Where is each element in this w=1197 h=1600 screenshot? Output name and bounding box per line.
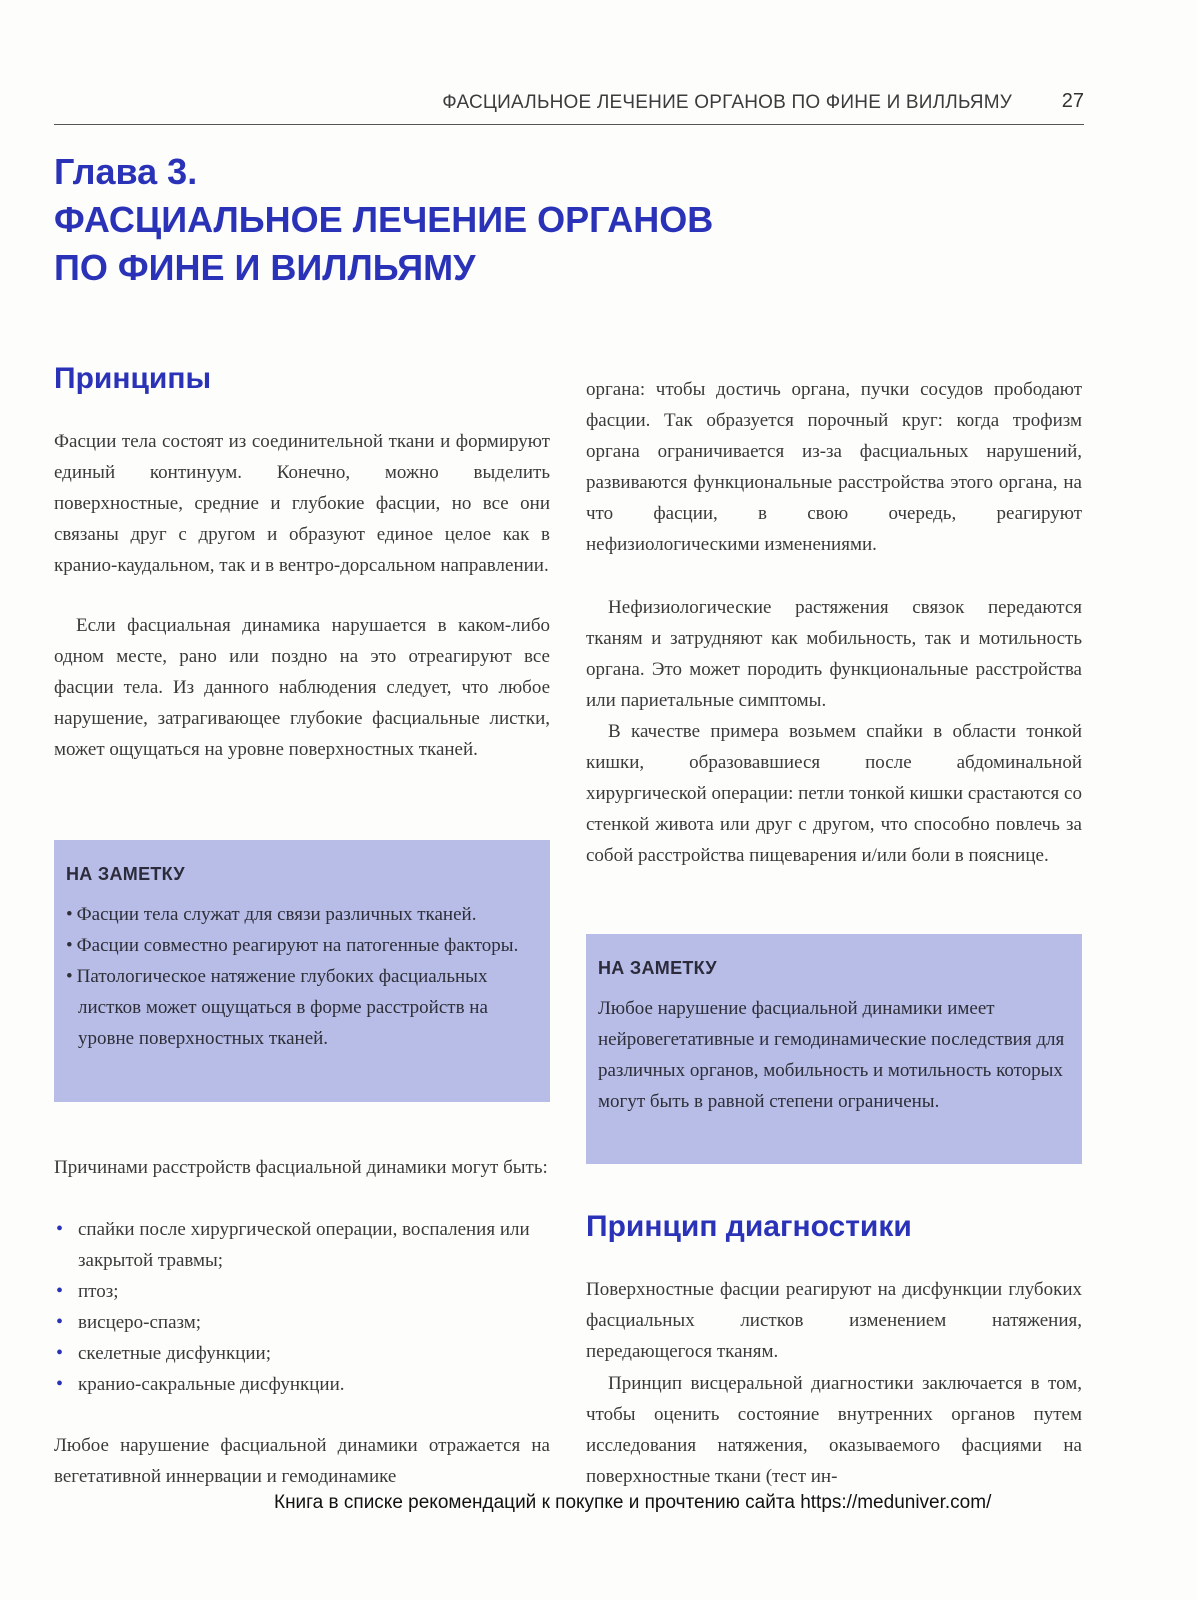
paragraph: Принцип висцеральной диагностики заключается в том, чтобы оценить состояние внутренних органов путем исследования натяжения, оказываемого фасциями на поверхностные ткани (тест ин- [586,1373,1082,1487]
list-item: • скелетные дисфункции; [54,1338,550,1369]
list-item: • птоз; [54,1276,550,1307]
note-box [54,840,550,1102]
chapter-title-line-2: ПО ФИНЕ И ВИЛЛЬЯМУ [54,247,476,288]
chapter-number: Глава 3. [54,151,198,192]
paragraph: органа: чтобы достичь органа, пучки сосудов прободают фасции. Так образуется порочный круг: когда трофизм органа ограничивается из-за фасциальных нарушений, развиваются функциональные расстройства этого органа, на что фасции, в свою очередь, реагируют нефизиологическими изменениями. [586,379,1082,555]
paragraph: Фасции тела состоят из соединительной ткани и формируют единый континуум. Конечно, можно выделить поверхностные, средние и глубокие фасции, но все они связаны друг с другом и образуют единое целое как в кранио-каудальном, так и в вентро-дорсальном направлении. [54,431,550,576]
paragraph: Любое нарушение фасциальной динамики отражается на вегетативной иннервации и гемодинамике [54,1435,550,1487]
note-title: НА ЗАМЕТКУ [66,864,185,884]
list-item: • висцеро-спазм; [54,1307,550,1338]
note-text: Любое нарушение фасциальной динамики имеет нейровегетативные и гемодинамические последствия для различных органов, мобильность и мотильность которых могут быть в равной степени ограничены. [598,998,1065,1112]
causes-list [54,1214,550,1400]
page-number: 27 [1061,90,1084,112]
note-item: • Фасции совместно реагируют на патогенные факторы. [66,930,540,961]
list-item: • спайки после хирургической операции, воспаления или закрытой травмы; [54,1214,550,1276]
paragraph: Если фасциальная динамика нарушается в каком-либо одном месте, рано или поздно на это отреагируют все фасции тела. Из данного наблюдения следует, что любое нарушение, затрагивающее глубокие фасциальные листки, может ощущаться на уровне поверхностных тканей. [54,615,550,760]
paragraph: Поверхностные фасции реагируют на дисфункции глубоких фасциальных листков изменением натяжения, передающегося тканям. [586,1279,1082,1362]
note-title: НА ЗАМЕТКУ [598,958,717,978]
list-item: • кранио-сакральные дисфункции. [54,1369,550,1400]
note-box [586,934,1082,1164]
section-heading-diagnostics: Принцип диагностики [586,1210,912,1243]
chapter-title [54,148,954,292]
section-heading-principles: Принципы [54,362,212,395]
note-item: • Патологическое натяжение глубоких фасциальных листков может ощущаться в форме расстройств на уровне поверхностных тканей. [66,961,540,1054]
paragraph: Нефизиологические растяжения связок передаются тканям и затрудняют как мобильность, так и мотильность органа. Это может породить функциональные расстройства или париетальные симптомы. [586,597,1082,711]
note-item: • Фасции тела служат для связи различных тканей. [66,899,540,930]
chapter-title-line-1: ФАСЦИАЛЬНОЕ ЛЕЧЕНИЕ ОРГАНОВ [54,199,714,240]
running-header [54,88,1084,125]
running-title: ФАСЦИАЛЬНОЕ ЛЕЧЕНИЕ ОРГАНОВ ПО ФИНЕ И ВИЛЛЬЯМУ [442,92,1012,113]
paragraph: В качестве примера возьмем спайки в области тонкой кишки, образовавшиеся после абдоминальной хирургической операции: петли тонкой кишки срастаются со стенкой живота или друг с другом, что способно повлечь за собой расстройства пищеварения и/или боли в пояснице. [586,721,1082,866]
paragraph: Причинами расстройств фасциальной динамики могут быть: [54,1157,548,1178]
footer-note: Книга в списке рекомендаций к покупке и прочтению сайта https://meduniver.com/ [274,1492,992,1513]
note-list [66,899,540,1054]
